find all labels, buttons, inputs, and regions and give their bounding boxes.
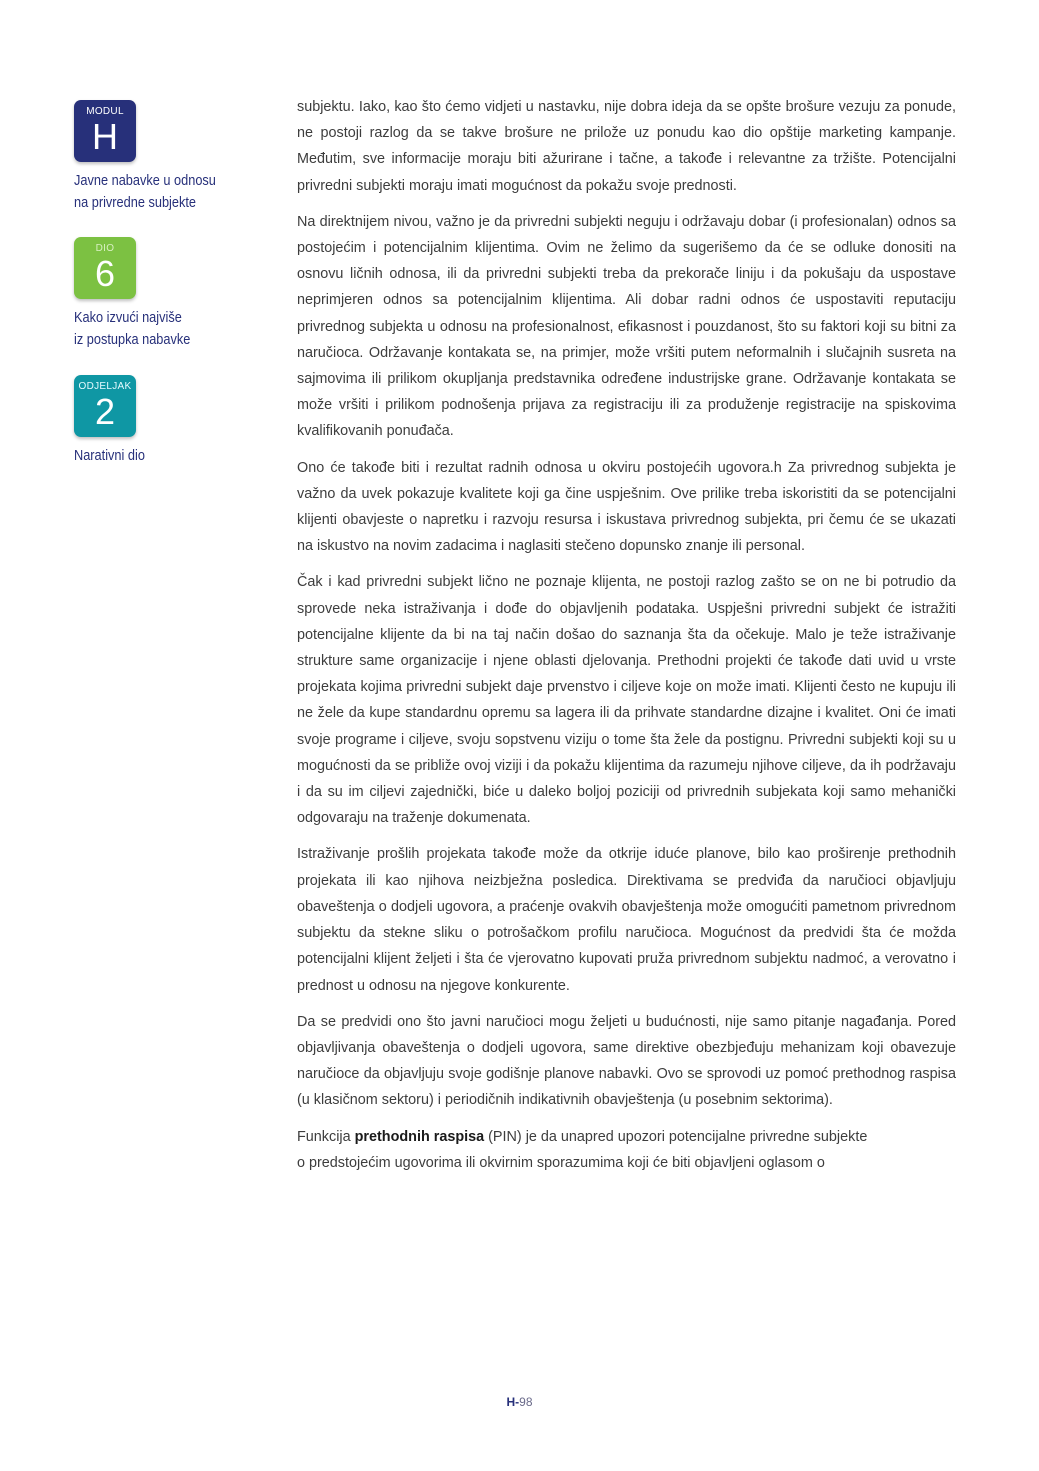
- odjeljak-badge: [74, 375, 136, 437]
- modul-kicker: MODUL: [86, 106, 124, 117]
- paragraph-7-lead: Funkcija: [297, 1128, 355, 1145]
- main-text: [297, 94, 956, 1186]
- paragraph-1: subjektu. Iako, kao što ćemo vidjeti u nastavku, nije dobra ideja da se opšte brošure vezuju za ponude, ne postoji razlog da se takve brošure ne prilože uz ponudu kao dio opštije marketing kampanje. Međutim, sve informacije moraju biti ažurirane i tačne, a takođe i relevantne za tržište. Potencijalni privredni subjekti moraju imati mogućnost da pokažu svoje prednosti.: [297, 99, 956, 194]
- dio-kicker: DIO: [95, 243, 115, 254]
- footer-module: H: [506, 1395, 516, 1409]
- odjeljak-label: [74, 445, 145, 467]
- page-footer: [0, 1395, 1039, 1409]
- odjeljak-kicker: ODJELJAK: [78, 381, 132, 392]
- paragraph-7-rest: (PIN) je da unapred upozori potencijalne privredne subjekte: [484, 1128, 868, 1145]
- modul-badge: [74, 100, 136, 162]
- odjeljak-number: 2: [94, 391, 116, 432]
- modul-label: [74, 170, 216, 214]
- modul-letter: H: [92, 116, 118, 157]
- paragraph-3: Ono će takođe biti i rezultat radnih odnosa u okviru postojećih ugovora.h Za privrednog subjekta je važno da uvek pokazuje kvalitete koji ga čine uspješnim. Ove prilike treba iskoristiti da se potencijalni klijenti obavjeste o napretku i razvoju resursa i iskustava privrednog subjekta, pri čemu će se ukazati na iskustvo na novim zadacima i naglasiti stečeno dopunsko znanje ili personal.: [297, 459, 956, 555]
- dio-label-line1: Kako izvući najviše: [74, 310, 182, 326]
- paragraph-2: Na direktnijem nivou, važno je da privredni subjekti neguju i održavaju dobar (i profesionalan) odnos sa postojećim i potencijalnim klijentima. Ovim ne želimo da sugerišemo da će se odluke donositi na osnovu ličnih odnosa, ili da privredni subjekti treba da prekorače liniju i da pokušaju da uspostave neprimjeren odnos sa potencijalnim klijentima. Ali dobar radni odnos će uspostaviti reputaciju privrednog subjekta u odnosu na profesionalnost, efikasnost i pouzdanost, što su faktori koji su bitni za naručioca. Održavanje kontakata se, na primjer, može vršiti putem neformalnih i slučajnih susreta na sajmovima ili prilikom okupljanja predstavnika određene industrijske grane. Održavanje kontakata se može vršiti i prilikom podnošenja prijava za registraciju ili za produženje registracije na spiskovima kvalifikovanih ponuđača.: [297, 213, 956, 440]
- dio-label-line2: iz postupka nabavke: [74, 332, 191, 348]
- paragraph-7-line2: o predstojećim ugovorima ili okvirnim sporazumima koji će biti objavljeni oglasom o: [297, 1154, 825, 1171]
- paragraph-4: Čak i kad privredni subjekt lično ne poznaje klijenta, ne postoji razlog zašto se on ne bi potrudio da sprovede neka istraživanja i dođe do objavljenih podataka. Uspješni privredni subjekt će istražiti potencijalne klijente da bi na taj način došao do saznanja šta da očekuje. Malo je teže istraživanje strukture same organizacije i njene oblasti djelovanja. Prethodni projekti će takođe dati uvid u vrste projekata kojima privredni subjekt daje prvenstvo i ciljeve koje on može imati. Klijenti često ne kupuju ili ne žele da kupe standardnu opremu sa lagera ili da prihvate standardne dizajne i kvalitet. Oni će imati svoje programe i ciljeve, svoju sopstvenu viziju o tome šta žele da postignu. Privredni subjekti koji su u mogućnosti da se približe ovoj viziji i da pokažu klijentima da razumeju njihove ciljeve, da ih podržavaju i da su im ciljevi zajednički, biće u daleko boljoj poziciji od privrednih subjekata koji samo mehanički odgovaraju na traženje dokumenata.: [297, 574, 956, 827]
- paragraph-6: Da se predvidi ono što javni naručioci mogu željeti u budućnosti, nije samo pitanje nagađanja. Pored objavljivanja obaveštenja o dodjeli ugovora, same direktive obezbjeđuju mehanizam koji obavezuje naručioce da objavljuju svoje godišnje planove nabavki. Ovo se sprovodi uz pomoć prethodnog raspisa (u klasičnom sektoru) i periodičnih indikativnih obavještenja (u posebnim sektorima).: [297, 1013, 956, 1109]
- dio-label: [74, 307, 190, 351]
- odjeljak-block: [74, 375, 155, 467]
- footer-separator: -: [515, 1395, 520, 1409]
- pin-term: prethodnih raspisa: [354, 1128, 485, 1145]
- dio-block: [74, 237, 206, 351]
- modul-label-line1: Javne nabavke u odnosu: [74, 173, 216, 189]
- dio-badge: [74, 237, 136, 299]
- paragraph-5: Istraživanje prošlih projekata takođe može da otkrije iduće planove, bilo kao proširenje prethodnih projekata ili kao njihova neizbježna posledica. Direktivama se predviđa da naručioci objavljuju obaveštenja o dodjeli ugovora, a praćenje ovakvih obavještenja može omogućiti pametnom privrednom subjektu da stekne sliku o potrošačkom profilu naručioca. Mogućnost da predvidi šta će možda potencijalni klijent željeti i šta će vjerovatno kupovati pruža privrednom subjektu nadmoć, a verovatno i prednost u odnosu na njegove konkurente.: [297, 846, 956, 994]
- odjeljak-label-line1: Narativni dio: [74, 448, 145, 464]
- page-number: 98: [519, 1395, 533, 1409]
- modul-label-line2: na privredne subjekte: [74, 195, 197, 211]
- paragraph-7: [297, 1124, 956, 1176]
- dio-number: 6: [94, 253, 116, 294]
- modul-block: [74, 100, 235, 214]
